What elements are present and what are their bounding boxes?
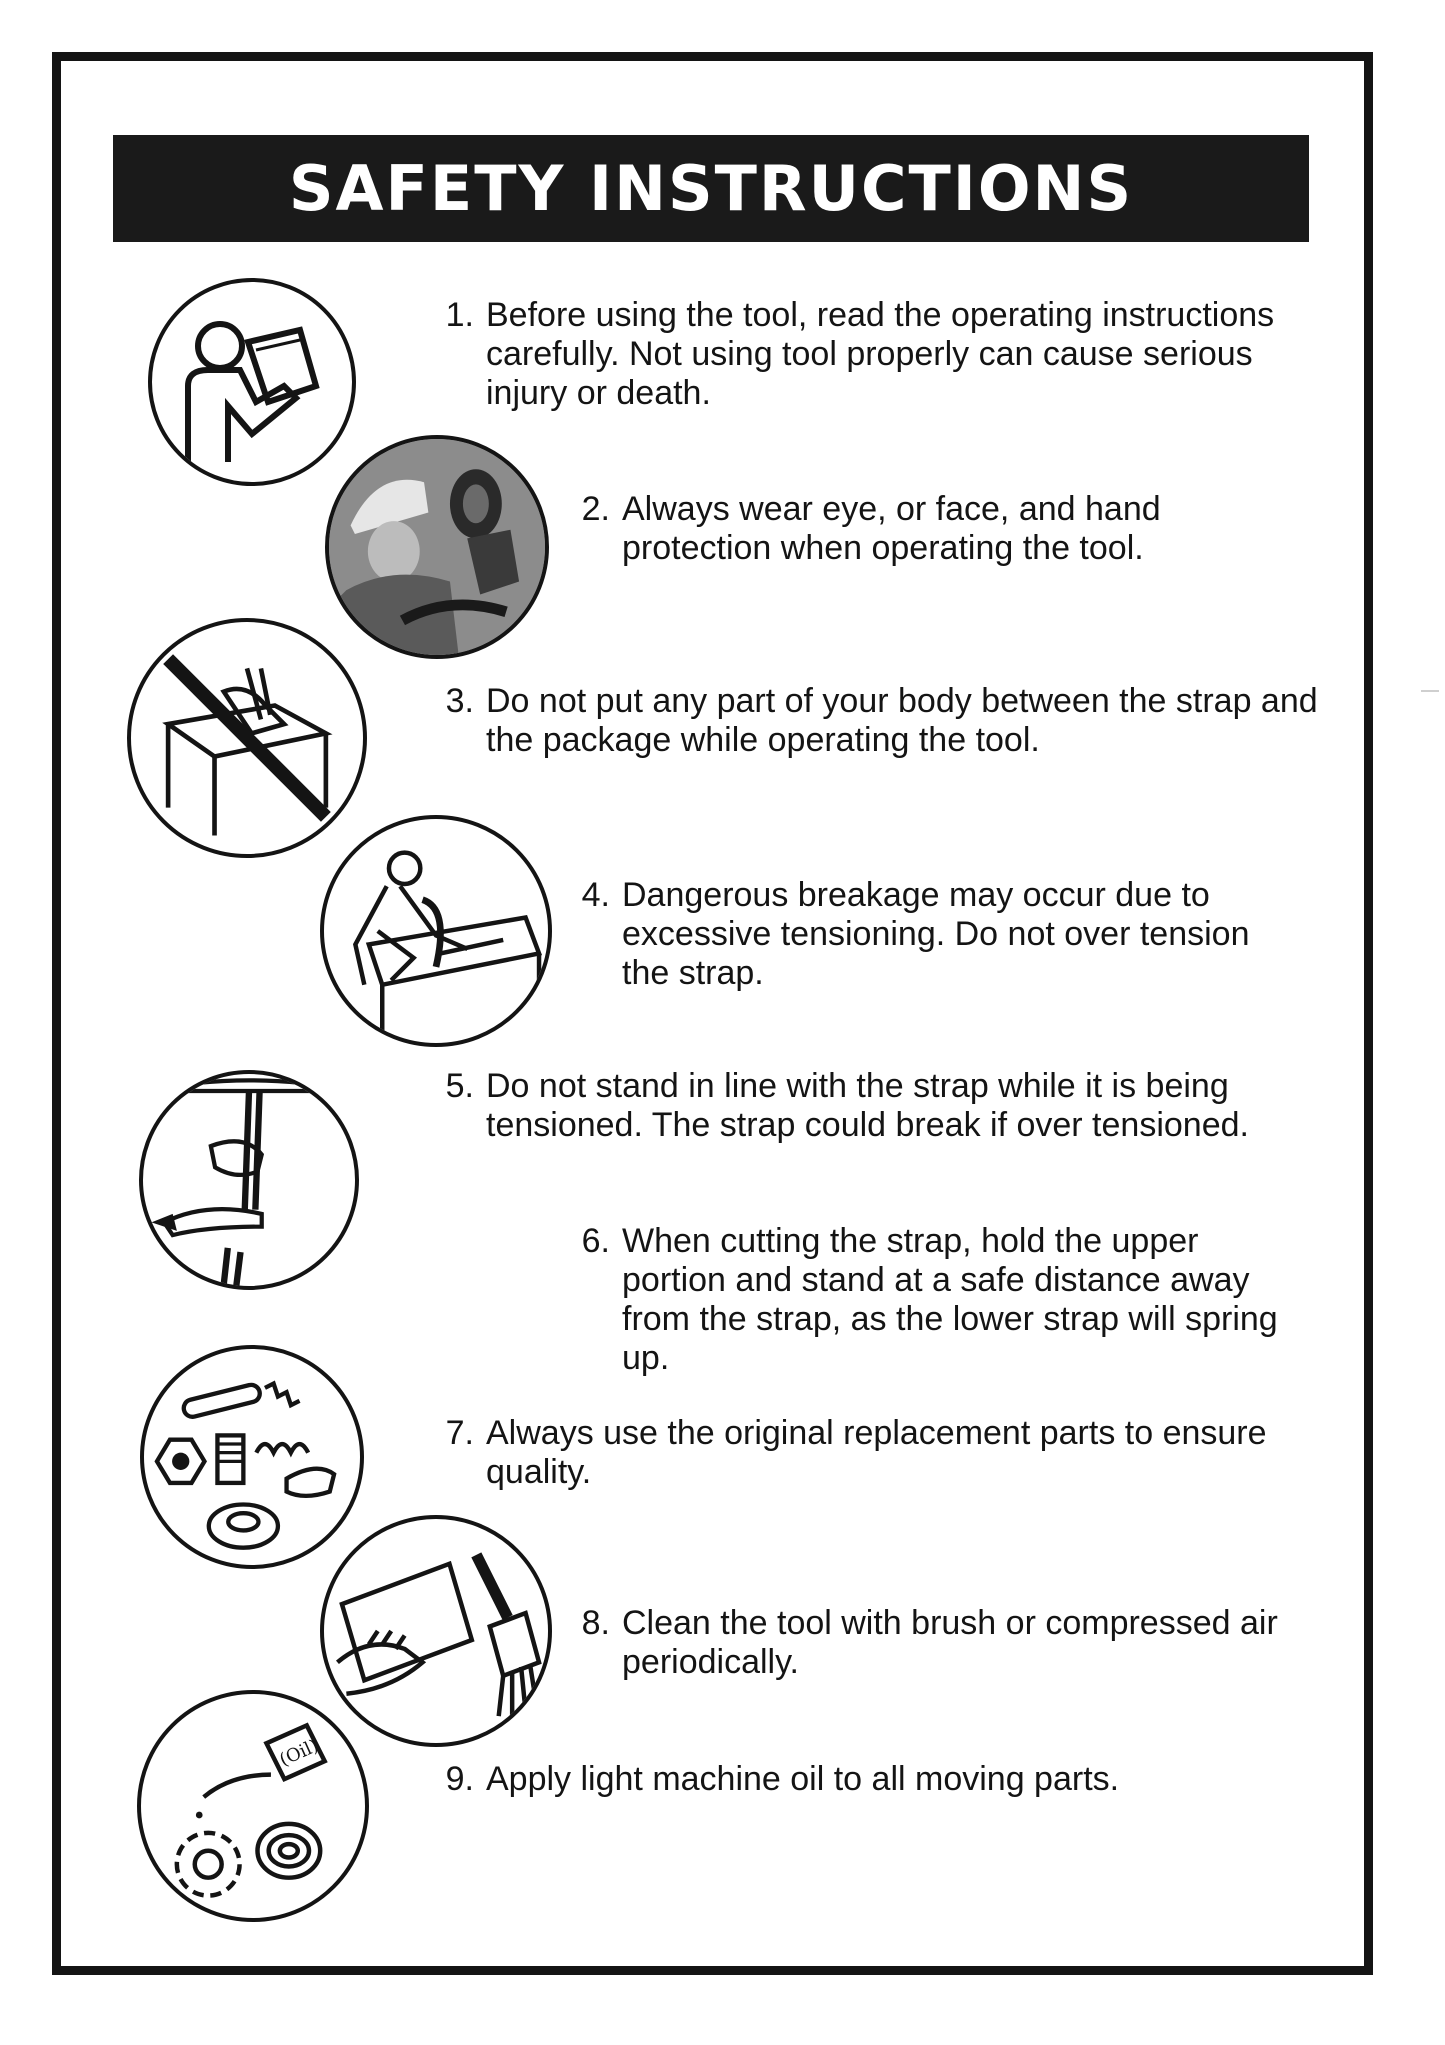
- instruction-number: 7.: [445, 1414, 474, 1452]
- instruction-item-4: [556, 876, 1286, 993]
- strap-cutting-icon: [139, 1070, 359, 1290]
- instruction-text: Dangerous breakage may occur due to excessive tensioning. Do not over tension the strap.: [622, 876, 1250, 992]
- instruction-item-9: [420, 1760, 1320, 1799]
- instruction-number: 4.: [581, 876, 610, 914]
- instruction-item-7: [420, 1414, 1300, 1492]
- replacement-parts-icon: [140, 1345, 364, 1569]
- instruction-text: Do not stand in line with the strap while it is being tensioned. The strap could break if over tensioned.: [486, 1067, 1249, 1144]
- protective-gear-icon: [325, 435, 549, 659]
- instruction-item-6: [556, 1222, 1306, 1378]
- title-banner: [113, 135, 1309, 242]
- instruction-text: Do not put any part of your body between the strap and the package while operating the tool.: [486, 682, 1318, 759]
- scan-mark: [1421, 690, 1439, 692]
- instruction-item-5: [420, 1067, 1300, 1145]
- instruction-item-8: [556, 1604, 1326, 1682]
- instruction-text: Always use the original replacement parts to ensure quality.: [486, 1414, 1267, 1491]
- instruction-text: Before using the tool, read the operating instructions carefully. Not using tool properly can cause serious injury or death.: [486, 296, 1275, 412]
- instruction-number: 9.: [445, 1760, 474, 1798]
- oil-label: (Oil): [276, 1735, 322, 1771]
- instruction-text: When cutting the strap, hold the upper portion and stand at a safe distance away from the strap, as the lower strap will spring up.: [622, 1222, 1278, 1377]
- instruction-item-1: [420, 296, 1290, 413]
- instruction-number: 3.: [445, 682, 474, 720]
- instruction-number: 5.: [445, 1067, 474, 1105]
- instruction-number: 8.: [581, 1604, 610, 1642]
- instruction-text: Clean the tool with brush or compressed air periodically.: [622, 1604, 1278, 1681]
- tensioning-worker-icon: [320, 815, 552, 1047]
- instruction-number: 1.: [445, 296, 474, 334]
- instruction-number: 2.: [581, 490, 610, 528]
- read-manual-icon: [148, 278, 356, 486]
- instruction-number: 6.: [581, 1222, 610, 1260]
- instruction-text: Always wear eye, or face, and hand protection when operating the tool.: [622, 490, 1161, 567]
- cleaning-brush-icon: [320, 1515, 552, 1747]
- no-hand-under-strap-icon: [127, 618, 367, 858]
- instruction-item-3: [420, 682, 1340, 760]
- page-title: SAFETY INSTRUCTIONS: [288, 152, 1134, 225]
- oil-can-icon: [137, 1690, 369, 1922]
- instruction-item-2: [556, 490, 1286, 568]
- instruction-text: Apply light machine oil to all moving parts.: [486, 1760, 1120, 1798]
